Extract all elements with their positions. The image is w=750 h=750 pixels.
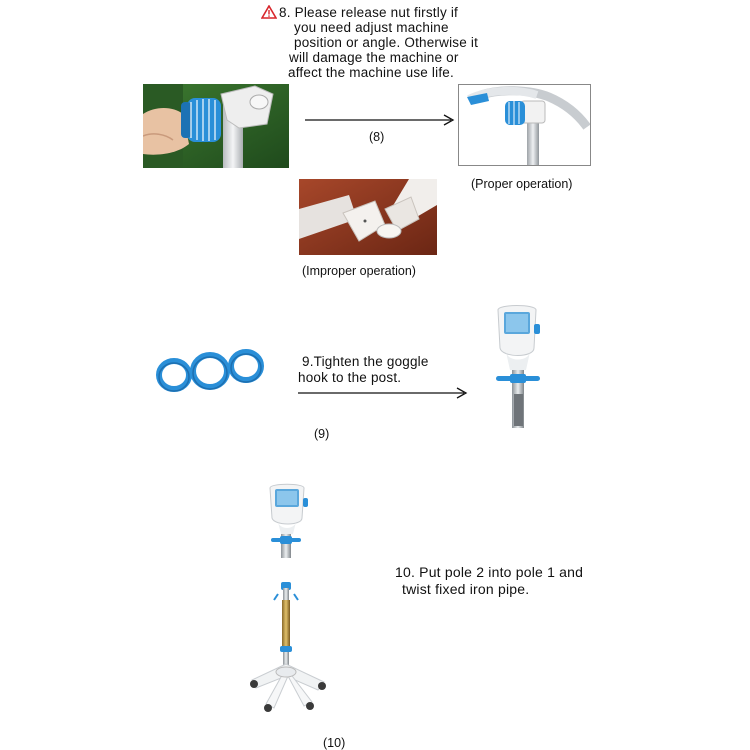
step10-line-2: twist fixed iron pipe.	[402, 581, 530, 597]
step9-line-1: 9.Tighten the goggle	[302, 354, 429, 369]
step8-figure-label: (8)	[369, 130, 385, 144]
step9-figure-label: (9)	[314, 427, 330, 441]
step9-line-2: hook to the post.	[298, 370, 402, 385]
step8-arrow	[305, 114, 455, 126]
release-nut-photo	[143, 84, 289, 168]
device-on-post-image	[488, 302, 548, 430]
step8-number: 8.	[279, 5, 291, 20]
step9-instructions	[298, 354, 429, 386]
step8-line-5: affect the machine use life.	[288, 65, 454, 80]
step9-arrow	[298, 387, 468, 399]
step8-line-2: you need adjust machine	[294, 20, 449, 35]
step8-line-3: position or angle. Otherwise it	[294, 35, 479, 50]
full-stand-image	[242, 482, 342, 714]
warning-triangle-icon	[261, 5, 277, 19]
step8-line-1: Please release nut firstly if	[294, 5, 458, 20]
goggle-hook-image	[152, 345, 270, 397]
proper-operation-photo	[458, 84, 591, 166]
step10-instructions	[395, 564, 583, 598]
step8-line-4: will damage the machine or	[289, 50, 459, 65]
proper-operation-caption: (Proper operation)	[471, 177, 573, 191]
step10-line-1: 10. Put pole 2 into pole 1 and	[395, 564, 584, 580]
step10-figure-label: (10)	[323, 736, 346, 750]
improper-operation-photo	[299, 179, 437, 255]
improper-operation-caption: (Improper operation)	[302, 264, 416, 278]
step8-instructions	[261, 5, 478, 80]
